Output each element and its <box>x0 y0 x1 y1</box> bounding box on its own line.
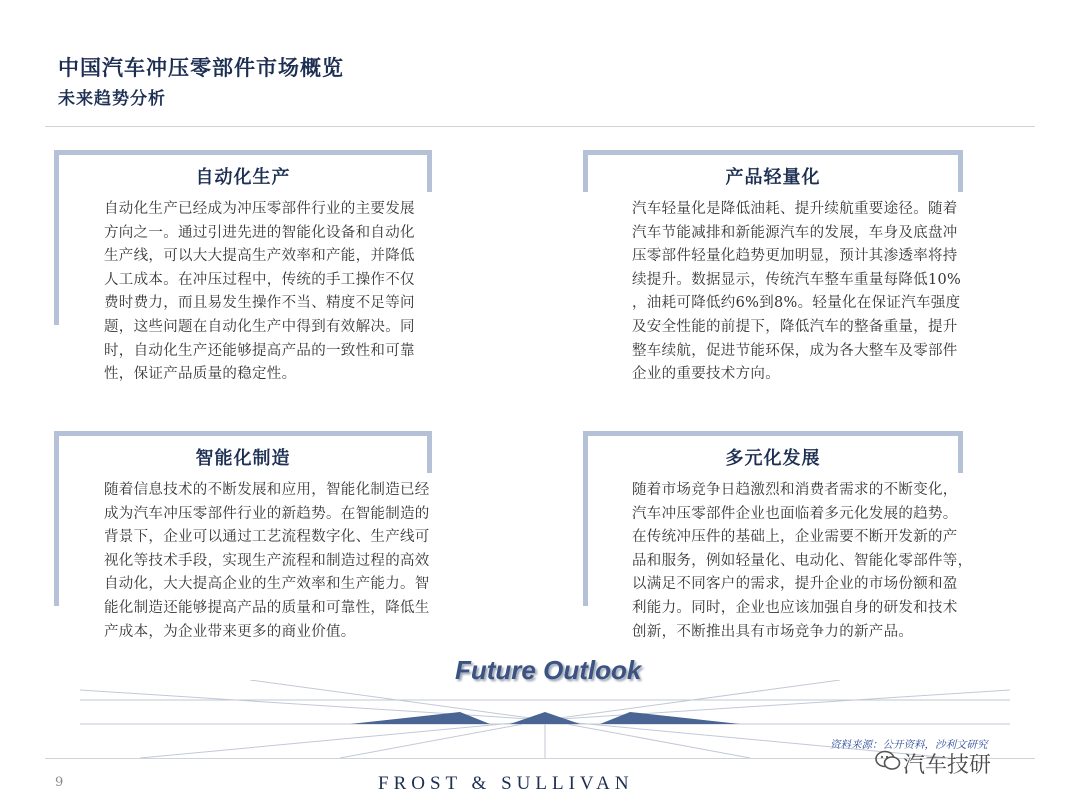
panel-body <box>632 198 1032 387</box>
text-line: 时，自动化生产还能够提高产品的一致性和可靠 <box>104 342 415 359</box>
text-line: 续提升。数据显示，传统汽车整车重量每降低10% <box>632 271 962 288</box>
panel-heading: 产品轻量化 <box>725 167 821 188</box>
text-line: 生产线，可以大大提高生产效率和产能，并降低 <box>104 248 415 265</box>
panel-frame <box>583 431 963 436</box>
source-note: 资料来源：公开资料，沙利文研究 <box>830 739 988 751</box>
text-line: 自动化生产已经成为冲压零部件行业的主要发展 <box>104 201 415 217</box>
page-title: 中国汽车冲压零部件市场概览 <box>58 56 344 80</box>
panel-body <box>104 198 504 387</box>
text-line: 背景下，企业可以通过工艺流程数字化、生产线可 <box>104 529 430 546</box>
text-line: 自动化，大大提高企业的生产效率和生产能力。智 <box>104 576 430 593</box>
text-line: 随着信息技术的不断发展和应用，智能化制造已经 <box>104 482 430 498</box>
panel-heading: 自动化生产 <box>195 167 291 188</box>
text-line: 人工成本。在冲压过程中，传统的手工操作不仅 <box>104 271 415 288</box>
panel-body <box>104 479 504 644</box>
header-divider <box>45 126 1035 127</box>
text-line: 整车续航，促进节能环保，成为各大整车及零部件 <box>632 342 958 359</box>
perspective-plane-right <box>600 712 740 724</box>
text-line: 随着市场竞争日趋激烈和消费者需求的不断变化， <box>632 482 958 498</box>
panel-frame <box>583 150 963 155</box>
text-line: 在传统冲压件的基础上，企业需要不断开发新的产 <box>632 529 958 546</box>
text-line: 以满足不同客户的需求，提升企业的市场份额和盈 <box>632 576 958 593</box>
text-line: 利能力。同时，企业也应该加强自身的研发和技术 <box>632 599 958 616</box>
page-subtitle: 未来趋势分析 <box>58 89 166 109</box>
text-line: 汽车冲压零部件企业也面临着多元化发展的趋势。 <box>632 505 958 522</box>
brand-logo-text: FROST & SULLIVAN <box>378 773 634 794</box>
text-line: 产成本，为企业带来更多的商业价值。 <box>104 623 356 640</box>
text-line: 品和服务，例如轻量化、电动化、智能化零部件等， <box>632 552 973 569</box>
panel-frame <box>54 431 432 436</box>
watermark <box>903 748 991 779</box>
text-line: 汽车节能减排和新能源汽车的发展，车身及底盘冲 <box>632 224 958 241</box>
wechat-icon <box>875 748 901 774</box>
text-line: 视化等技术手段，实现生产流程和制造过程的高效 <box>104 552 430 569</box>
page-number: 9 <box>55 775 64 790</box>
text-line: 压零部件轻量化趋势更加明显，预计其渗透率将持 <box>632 248 958 265</box>
panel-heading: 多元化发展 <box>725 448 821 469</box>
text-line: 能化制造还能够提高产品的质量和可靠性，降低生 <box>104 599 430 616</box>
text-line: 企业的重要技术方向。 <box>632 366 780 383</box>
text-line: 汽车轻量化是降低油耗、提升续航重要途径。随着 <box>632 201 958 217</box>
perspective-plane-left <box>350 712 490 724</box>
text-line: ，油耗可降低约6%到8%。轻量化在保证汽车强度 <box>632 295 961 312</box>
future-outlook-banner: Future Outlook <box>455 655 642 685</box>
text-line: 性，保证产品质量的稳定性。 <box>104 366 297 383</box>
panel-body <box>632 479 1040 644</box>
text-line: 费时费力，而且易发生操作不当、精度不足等问 <box>104 295 415 312</box>
text-line: 方向之一。通过引进先进的智能化设备和自动化 <box>104 224 415 241</box>
text-line: 创新，不断推出具有市场竞争力的新产品。 <box>632 623 914 640</box>
text-line: 成为汽车冲压零部件行业的新趋势。在智能制造的 <box>104 505 430 522</box>
text-line: 题，这些问题在自动化生产中得到有效解决。同 <box>104 318 415 335</box>
watermark-text: 汽车技研 <box>903 753 992 778</box>
panel-heading: 智能化制造 <box>195 448 291 469</box>
text-line: 及安全性能的前提下，降低汽车的整备重量，提升 <box>632 318 958 335</box>
